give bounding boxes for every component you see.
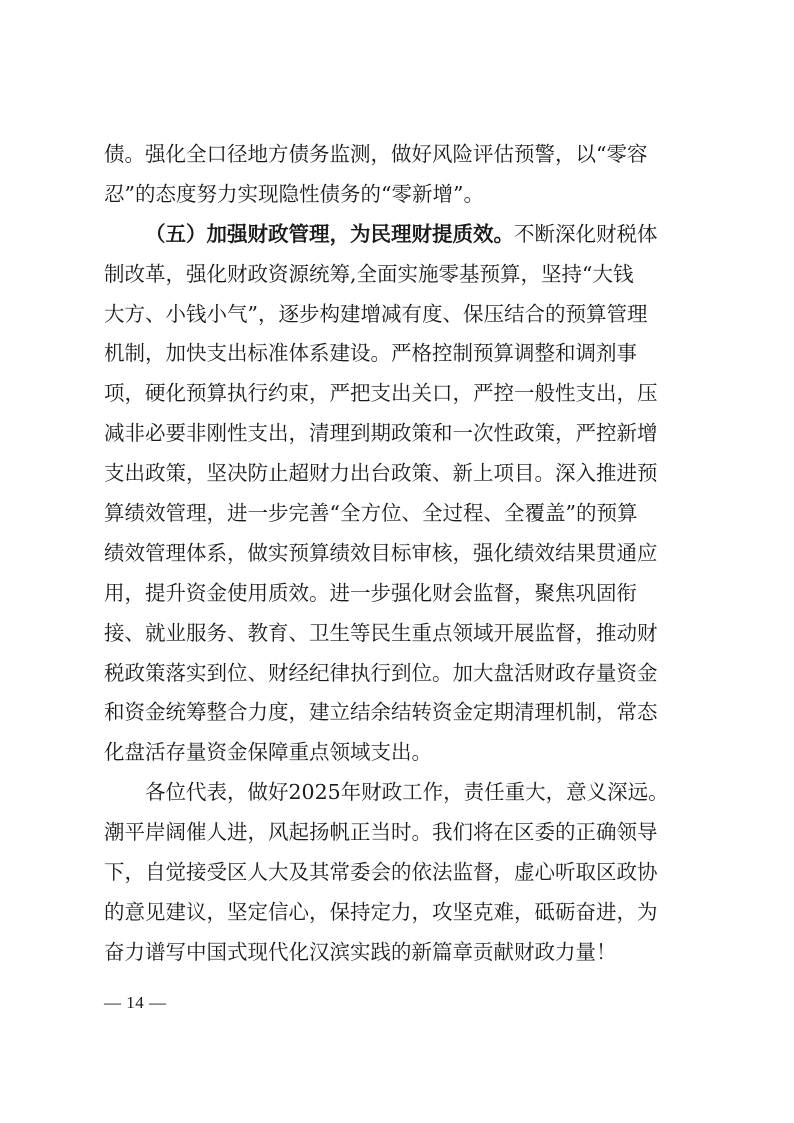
text-line: 项，硬化预算执行约束，严把支出关口，严控一般性支出，压 bbox=[104, 381, 658, 406]
text-line: 用，提升资金使用质效。进一步强化财会监督，聚焦巩固衔 bbox=[104, 580, 637, 605]
paragraph-closing bbox=[104, 773, 696, 972]
text-line: 债。强化全口径地方债务监测，做好风险评估预警，以“零容 bbox=[104, 142, 648, 166]
text-line: 下，自觉接受区人大及其常委会的依法监督，虚心听取区政协 bbox=[104, 860, 658, 885]
document-body bbox=[104, 135, 696, 973]
section-heading: （五）加强财政管理，为民理财提质效。 bbox=[145, 221, 514, 246]
text-line: 支出政策，坚决防止超财力出台政策、新上项目。深入推进预 bbox=[104, 461, 658, 486]
text-line: 忍”的态度努力实现隐性债务的“零新增”。 bbox=[104, 181, 484, 206]
text-line: 潮平岸阔催人进，风起扬帆正当时。我们将在区委的正确领导 bbox=[104, 820, 658, 845]
text-line: 算绩效管理，进一步完善“全方位、全过程、全覆盖”的预算 bbox=[104, 501, 638, 526]
text-line: 化盘活存量资金保障重点领域支出。 bbox=[104, 740, 432, 765]
text-line: 大方、小钱小气”，逐步构建增减有度、保压结合的预算管理 bbox=[104, 301, 648, 326]
text-line: 各位代表，做好2025年财政工作，责任重大，意义深远。 bbox=[145, 780, 669, 805]
section-heading-continuation: 不断深化财税体 bbox=[514, 221, 658, 246]
text-line: 绩效管理体系，做实预算绩效目标审核，强化绩效结果贯通应 bbox=[104, 540, 658, 565]
page-number: — 14 — bbox=[104, 993, 167, 1012]
text-line: 和资金统筹整合力度，建立结余结转资金定期清理机制，常态 bbox=[104, 700, 658, 725]
text-line: 的意见建议，坚定信心，保持定力，攻坚克难，砥砺奋进，为 bbox=[104, 899, 658, 924]
section-heading-line bbox=[104, 215, 696, 255]
text-line: 接、就业服务、教育、卫生等民生重点领域开展监督，推动财 bbox=[104, 620, 658, 645]
text-line: 税政策落实到位、财经纪律执行到位。加大盘活财政存量资金 bbox=[104, 660, 658, 685]
text-line: 制改革，强化财政资源统筹,全面实施零基预算，坚持“大钱 bbox=[104, 261, 634, 286]
paragraph-debt-continued bbox=[104, 135, 696, 215]
text-line: 减非必要非刚性支出，清理到期政策和一次性政策，严控新增 bbox=[104, 421, 658, 446]
text-line: 奋力谱写中国式现代化汉滨实践的新篇章贡献财政力量！ bbox=[104, 939, 617, 964]
text-line: 机制，加快支出标准体系建设。严格控制预算调整和调剂事 bbox=[104, 341, 637, 366]
paragraph-section-five bbox=[104, 215, 696, 773]
